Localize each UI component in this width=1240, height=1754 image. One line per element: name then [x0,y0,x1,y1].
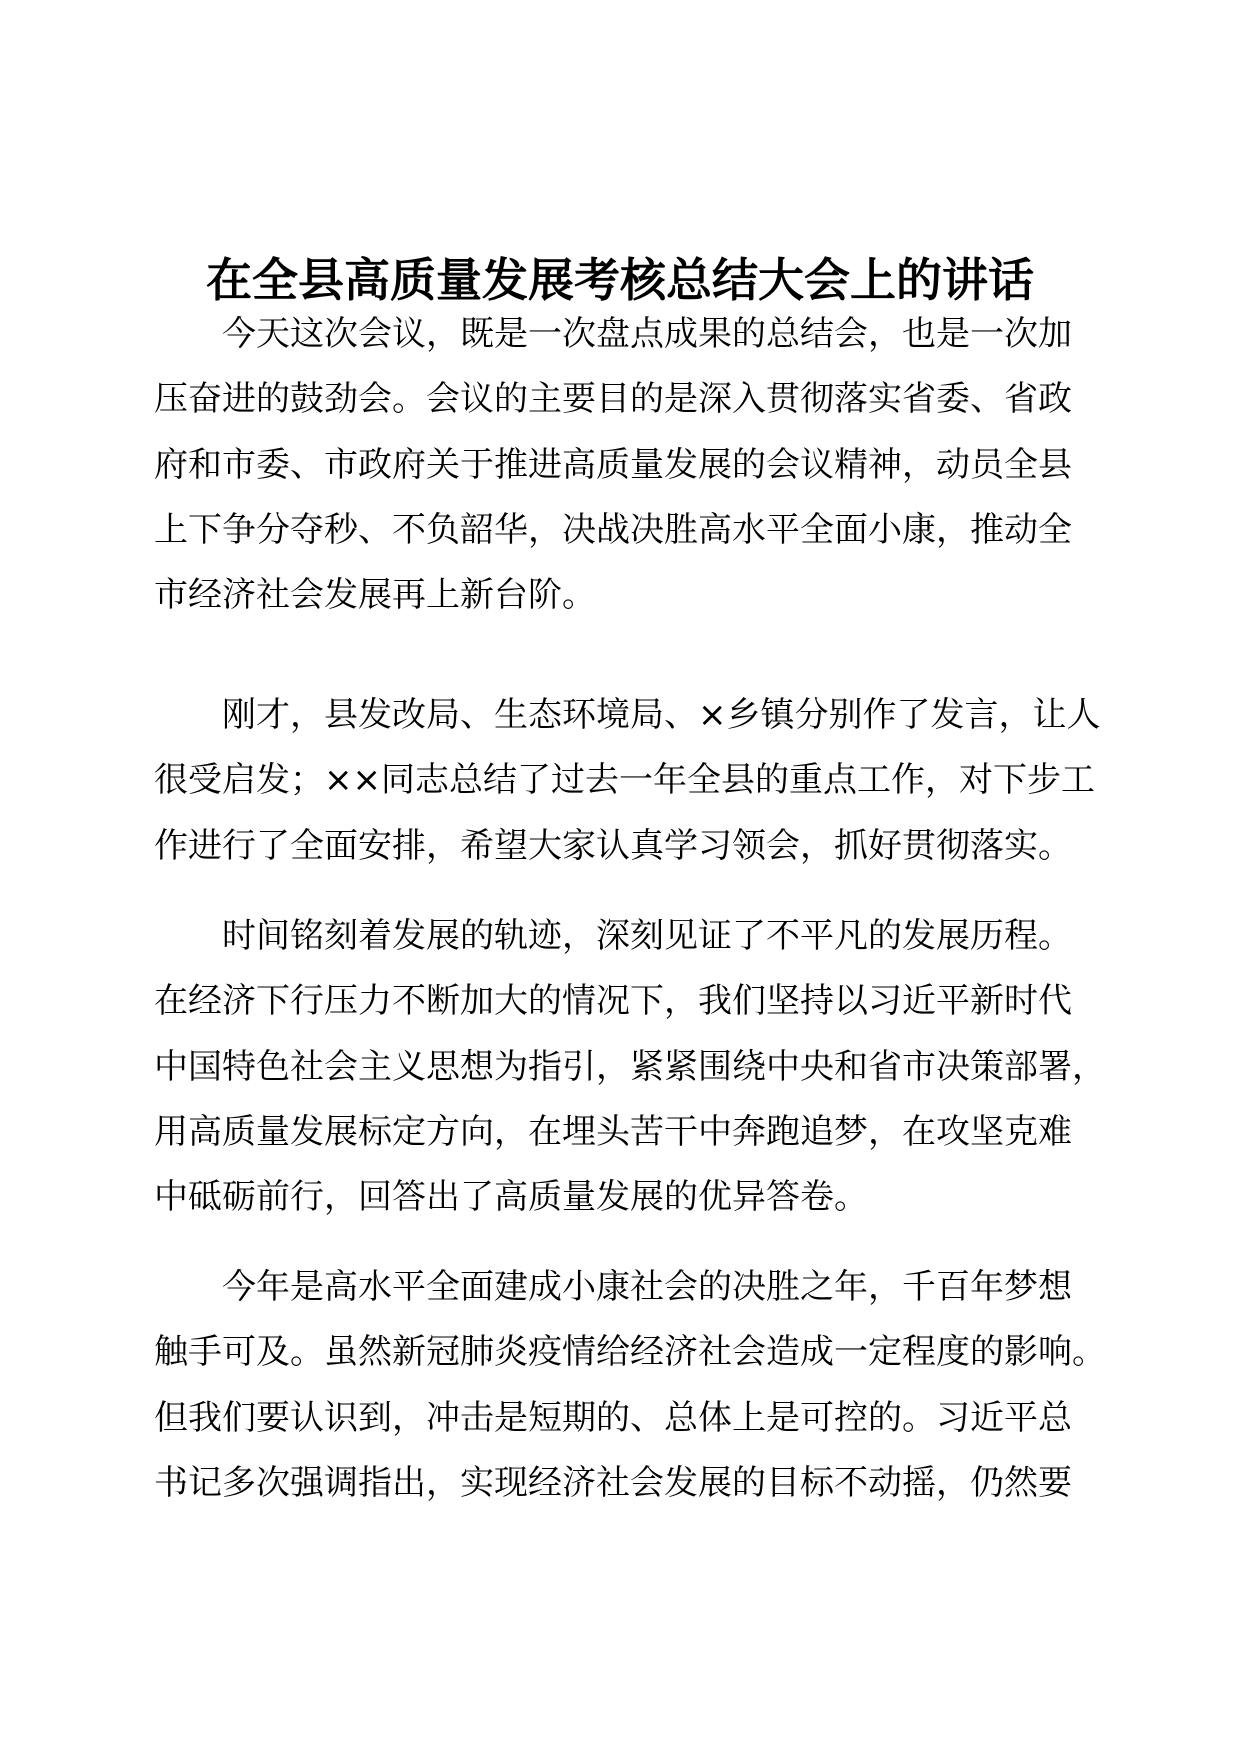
paragraph-line: 市经济社会发展再上新台阶。 [154,575,596,616]
paragraph-line: 府和市委、市政府关于推进高质量发展的会议精神，动员全县 [154,444,1072,485]
paragraph-line: 上下争分夺秒、不负韶华，决战决胜高水平全面小康，推动全 [154,509,1072,550]
paragraph-line: 今年是高水平全面建成小康社会的决胜之年，千百年梦想 [222,1267,1072,1307]
paragraph-line: 书记多次强调指出，实现经济社会发展的目标不动摇，仍然要 [154,1462,1072,1503]
paragraph-line: 但我们要认识到，冲击是短期的、总体上是可控的。习近平总 [154,1397,1072,1438]
paragraph-line: 压奋进的鼓劲会。会议的主要目的是深入贯彻落实省委、省政 [154,379,1072,420]
paragraph-line: 今天这次会议，既是一次盘点成果的总结会，也是一次加 [222,314,1072,354]
document-title: 在全县高质量发展考核总结大会上的讲话 [206,253,1034,307]
paragraph-1 [154,302,1094,628]
paragraph-line: 时间铭刻着发展的轨迹，深刻见证了不平凡的发展历程。 [222,916,1072,956]
paragraph-3 [154,904,1106,1230]
paragraph-line: 作进行了全面安排，希望大家认真学习领会，抓好贯彻落实。 [154,825,1072,866]
paragraph-line: 中国特色社会主义思想为指引，紧紧围绕中央和省市决策部署， [154,1046,1106,1087]
paragraph-line: 触手可及。虽然新冠肺炎疫情给经济社会造成一定程度的影响。 [154,1332,1106,1373]
paragraph-4 [154,1255,1106,1516]
paragraph-line: 在经济下行压力不断加大的情况下，我们坚持以习近平新时代 [154,981,1072,1022]
paragraph-2 [154,683,1101,879]
paragraph-line: 很受启发；××同志总结了过去一年全县的重点工作，对下步工 [154,760,1095,801]
paragraph-line: 刚才，县发改局、生态环境局、×乡镇分别作了发言，让人 [222,695,1101,735]
paragraph-line: 用高质量发展标定方向，在埋头苦干中奔跑追梦，在攻坚克难 [154,1111,1072,1152]
paragraph-line: 中砥砺前行，回答出了高质量发展的优异答卷。 [154,1177,868,1218]
